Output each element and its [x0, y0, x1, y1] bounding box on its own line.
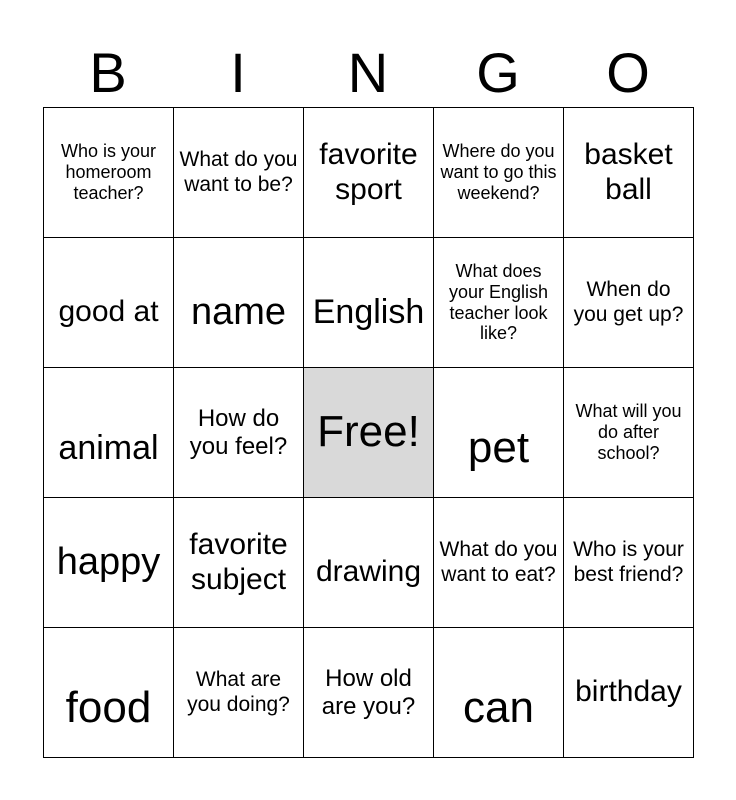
- bingo-cell[interactable]: How do you feel?: [174, 368, 303, 497]
- bingo-cell[interactable]: Where do you want to go this weekend?: [434, 108, 563, 237]
- header-letter-i: I: [230, 41, 246, 104]
- bingo-cell[interactable]: basket ball: [564, 108, 693, 237]
- bingo-cell[interactable]: can: [434, 628, 563, 757]
- bingo-cell[interactable]: drawing: [304, 498, 433, 627]
- bingo-cell[interactable]: favorite sport: [304, 108, 433, 237]
- bingo-cell[interactable]: What do you want to be?: [174, 108, 303, 237]
- bingo-cell[interactable]: birthday: [564, 628, 693, 757]
- bingo-cell[interactable]: animal: [44, 368, 173, 497]
- bingo-cell[interactable]: Who is your best friend?: [564, 498, 693, 627]
- bingo-cell[interactable]: name: [174, 238, 303, 367]
- header-letter-n: N: [347, 41, 389, 104]
- bingo-cell[interactable]: Who is your homeroom teacher?: [44, 108, 173, 237]
- bingo-cell[interactable]: What are you doing?: [174, 628, 303, 757]
- free-cell[interactable]: Free!: [304, 368, 433, 497]
- bingo-cell[interactable]: happy: [44, 498, 173, 627]
- bingo-header: [43, 40, 693, 106]
- bingo-cell[interactable]: What do you want to eat?: [434, 498, 563, 627]
- header-letter-b: B: [89, 41, 127, 104]
- bingo-cell[interactable]: pet: [434, 368, 563, 497]
- bingo-cell[interactable]: good at: [44, 238, 173, 367]
- bingo-board: [43, 107, 694, 758]
- bingo-cell[interactable]: How old are you?: [304, 628, 433, 757]
- header-letter-g: G: [476, 41, 520, 104]
- bingo-cell[interactable]: What does your English teacher look like?: [434, 238, 563, 367]
- bingo-cell[interactable]: English: [304, 238, 433, 367]
- header-letter-o: O: [606, 41, 650, 104]
- bingo-cell[interactable]: food: [44, 628, 173, 757]
- bingo-cell[interactable]: When do you get up?: [564, 238, 693, 367]
- bingo-cell[interactable]: What will you do after school?: [564, 368, 693, 497]
- bingo-cell[interactable]: favorite subject: [174, 498, 303, 627]
